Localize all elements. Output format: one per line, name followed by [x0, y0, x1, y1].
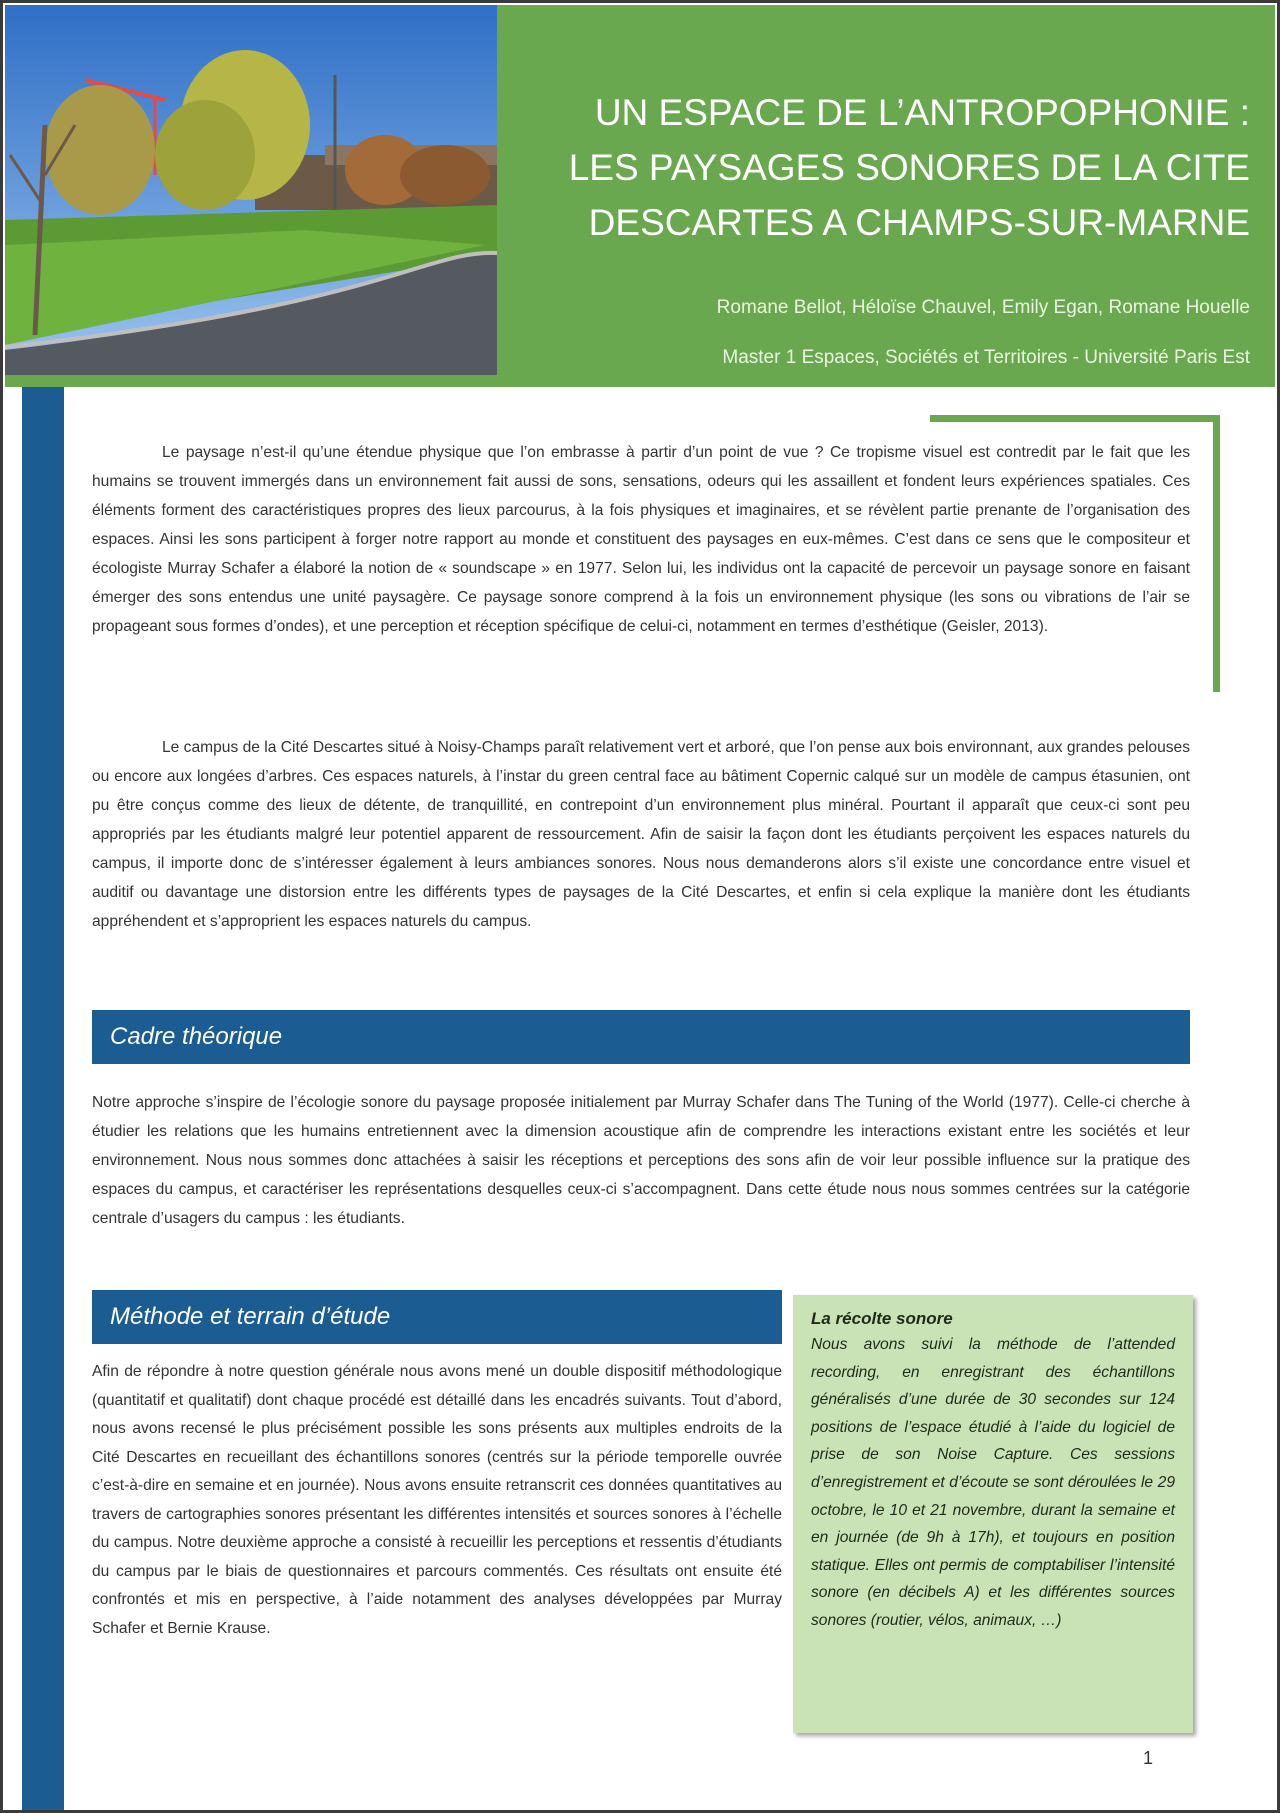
- section-heading-methode: Méthode et terrain d’étude: [92, 1290, 782, 1344]
- cadre-paragraph: Notre approche s’inspire de l’écologie sonore du paysage proposée initialement par Murray Schafer dans The Tuning of the World (1977). Celle-ci cherche à étudier les relations que les humains entretiennent avec la dimension acoustique afin de comprendre les interactions existant entre les sociétés et leur environnement. Nous nous sommes donc attachées à saisir les réceptions et perceptions des sons afin de voir leur possible influence sur la pratique des espaces du campus, et caractériser les représentations desquelles ceux-ci s’accompagnent. Dans cette étude nous nous sommes centrées sur la catégorie centrale d’usagers du campus : les étudiants.: [92, 1094, 1190, 1227]
- header-photo: [5, 5, 497, 375]
- section-heading-cadre: Cadre théorique: [92, 1010, 1190, 1064]
- header-divider: [5, 375, 1275, 387]
- page-number: 1: [1143, 1748, 1154, 1768]
- intro-paragraph-1: Le paysage n’est-il qu’une étendue physique que l’on embrasse à partir d’un point de vue ? Ce tropisme visuel est contredit par le fait que les humains se trouvent immergés dans un environnement fait aussi de sons, sensations, odeurs qui les assaillent et fondent leurs expériences spatiales. Ces éléments forment des caractéristiques propres des lieux parcourus, à la fois physiques et imaginaires, et se révèlent partie prenante de l’organisation des espaces. Ainsi les sons participent à forger notre rapport au monde et constituent des paysages en eux-mêmes. C’est dans ce sens que le compositeur et écologiste Murray Schafer a élaboré la notion de « soundscape » en 1977. Selon lui, les individus ont la capacité de percevoir un paysage sonore en faisant émerger des sons entendus une unité paysagère. Ce paysage sonore comprend à la fois un environnement physique (les sons ou vibrations de l’air se propageant sous formes d’ondes), et une perception et réception spécifique de celui-ci, notamment en termes d’esthétique (Geisler, 2013).: [92, 444, 1190, 635]
- title-line-1: UN ESPACE DE L’ANTROPOPHONIE :: [594, 92, 1250, 133]
- title-line-3: DESCARTES A CHAMPS-SUR-MARNE: [588, 202, 1250, 243]
- corner-bracket-top: [930, 415, 1220, 422]
- left-sidebar-stripe: [22, 387, 64, 1810]
- sidebox-title: La récolte sonore: [811, 1309, 953, 1328]
- intro-paragraph-2: Le campus de la Cité Descartes situé à Noisy-Champs paraît relativement vert et arboré, que l’on pense aux bois environnant, aux grandes pelouses ou encore aux longées d’arbres. Ces espaces naturels, à l’instar du green central face au bâtiment Copernic calqué sur un modèle de campus étasunien, ont pu être conçus comme des lieux de détente, de tranquillité, en contrepoint d’un environnement plus minéral. Pourtant il apparaît que ceux-ci sont peu appropriés par les étudiants malgré leur potentiel apparent de ressourcement. Afin de saisir la façon dont les étudiants perçoivent les espaces naturels du campus, il importe donc de s’intéresser également à leurs ambiances sonores. Nous nous demanderons alors s’il existe une concordance entre visuel et auditif ou davantage une distorsion entre les différents types de paysages de la Cité Descartes, et enfin si cela explique la manière dont les étudiants appréhendent et s’approprient les espaces naturels du campus.: [92, 739, 1191, 930]
- sidebox-text: Nous avons suivi la méthode de l’attended recording, en enregistrant des échantillons généralisés d’une durée de 30 secondes sur 124 positions de l’espace étudié à l’aide du logiciel de prise de son Noise Capture. Ces sessions d’enregistrement et d’écoute se sont déroulées le 29 octobre, le 10 et 21 novembre, durant la semaine et en journée (de 9h à 17h), et toujours en position statique. Elles ont permis de comptabiliser l’intensité sonore (en décibels A) et les différentes sources sonores (routier, vélos, animaux, …): [811, 1336, 1175, 1629]
- document-title: [527, 85, 1250, 250]
- title-line-2: LES PAYSAGES SONORES DE LA CITE: [568, 147, 1250, 188]
- sidebox-recolte-sonore: [793, 1295, 1193, 1733]
- corner-bracket-right: [1213, 415, 1220, 692]
- authors: Romane Bellot, Héloïse Chauvel, Emily Egan, Romane Houelle: [716, 297, 1250, 318]
- program-affiliation: Master 1 Espaces, Sociétés et Territoires - Université Paris Est: [722, 347, 1250, 368]
- methode-paragraph: Afin de répondre à notre question générale nous avons mené un double dispositif méthodologique (quantitatif et qualitatif) dont chaque procédé est détaillé dans les encadrés suivants. Tout d’abord, nous avons recensé le plus précisément possible les sons présents aux multiples endroits de la Cité Descartes en recueillant des échantillons sonores (centrés sur la période temporelle ouvrée c’est-à-dire en semaine et en journée). Nous avons ensuite retranscrit ces données quantitatives au travers de cartographies sonores présentant les différentes intensités et sources sonores à l’échelle du campus. Notre deuxième approche a consisté à recueillir les perceptions et ressentis d’étudiants du campus par le biais de questionnaires et parcours commentés. Ces résultats ont ensuite été confrontés et mis en perspective, à l’aide notamment des analyses développées par Murray Schafer et Bernie Krause.: [92, 1363, 782, 1637]
- header-title-panel: [497, 5, 1275, 375]
